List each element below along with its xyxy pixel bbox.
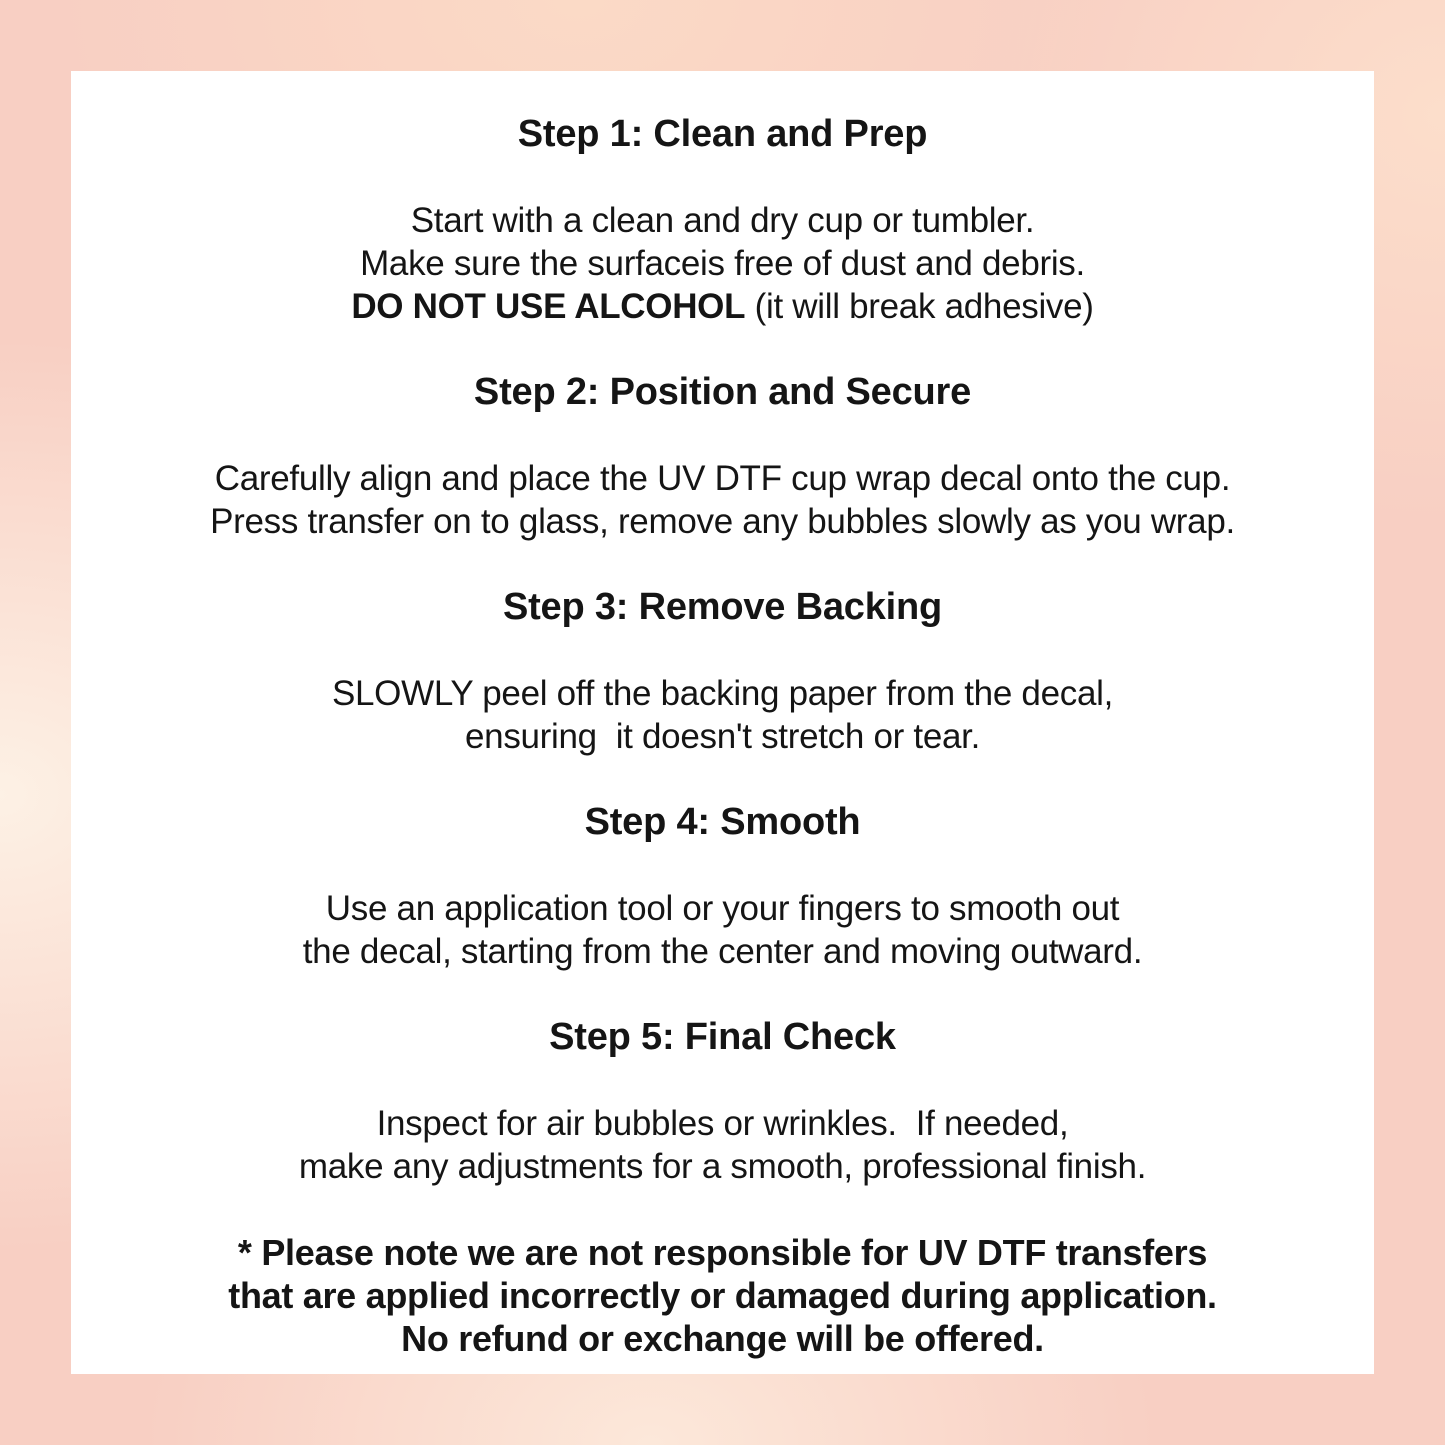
step-4-line-2: the decal, starting from the center and moving outward. [302,932,1143,971]
step-2-line-1: Carefully align and place the UV DTF cup wrap decal onto the cup. [214,459,1231,498]
step-3-line-2: ensuring it doesn't stretch or tear. [464,717,981,756]
step-5-line-1: Inspect for air bubbles or wrinkles. If needed, [376,1104,1069,1143]
alcohol-warning-note: (it will break adhesive) [745,287,1094,326]
step-4-line-1: Use an application tool or your fingers to smooth out [325,889,1120,928]
step-1-line-1: Start with a clean and dry cup or tumbler. [410,201,1035,240]
disclaimer-line-1: * Please note we are not responsible for UV DTF transfers [237,1232,1208,1273]
step-2-line-2: Press transfer on to glass, remove any bubbles slowly as you wrap. [210,502,1235,541]
step-1-body [101,199,1344,328]
step-3-body [101,672,1344,758]
disclaimer-line-2: that are applied incorrectly or damaged during application. [228,1275,1217,1316]
step-2-section [101,371,1344,543]
step-4-section [101,801,1344,973]
instruction-card [71,71,1374,1374]
step-5-line-2: make any adjustments for a smooth, professional finish. [298,1147,1147,1186]
step-3-section [101,586,1344,758]
step-1-section [101,113,1344,328]
step-2-heading: Step 2: Position and Secure [473,371,972,413]
step-1-line-2: Make sure the surfaceis free of dust and debris. [360,244,1085,283]
step-4-heading: Step 4: Smooth [584,801,861,843]
step-4-body [101,887,1344,973]
step-3-line-1: SLOWLY peel off the backing paper from the decal, [331,674,1114,713]
disclaimer [101,1231,1344,1360]
step-5-heading: Step 5: Final Check [549,1016,896,1058]
step-1-line-3 [101,285,1344,328]
alcohol-warning-text: DO NOT USE ALCOHOL [351,287,746,326]
step-5-section [101,1016,1344,1188]
step-1-heading: Step 1: Clean and Prep [517,113,928,155]
step-3-heading: Step 3: Remove Backing [502,586,943,628]
disclaimer-line-3: No refund or exchange will be offered. [401,1318,1044,1359]
step-2-body [101,457,1344,543]
step-5-body [101,1102,1344,1188]
